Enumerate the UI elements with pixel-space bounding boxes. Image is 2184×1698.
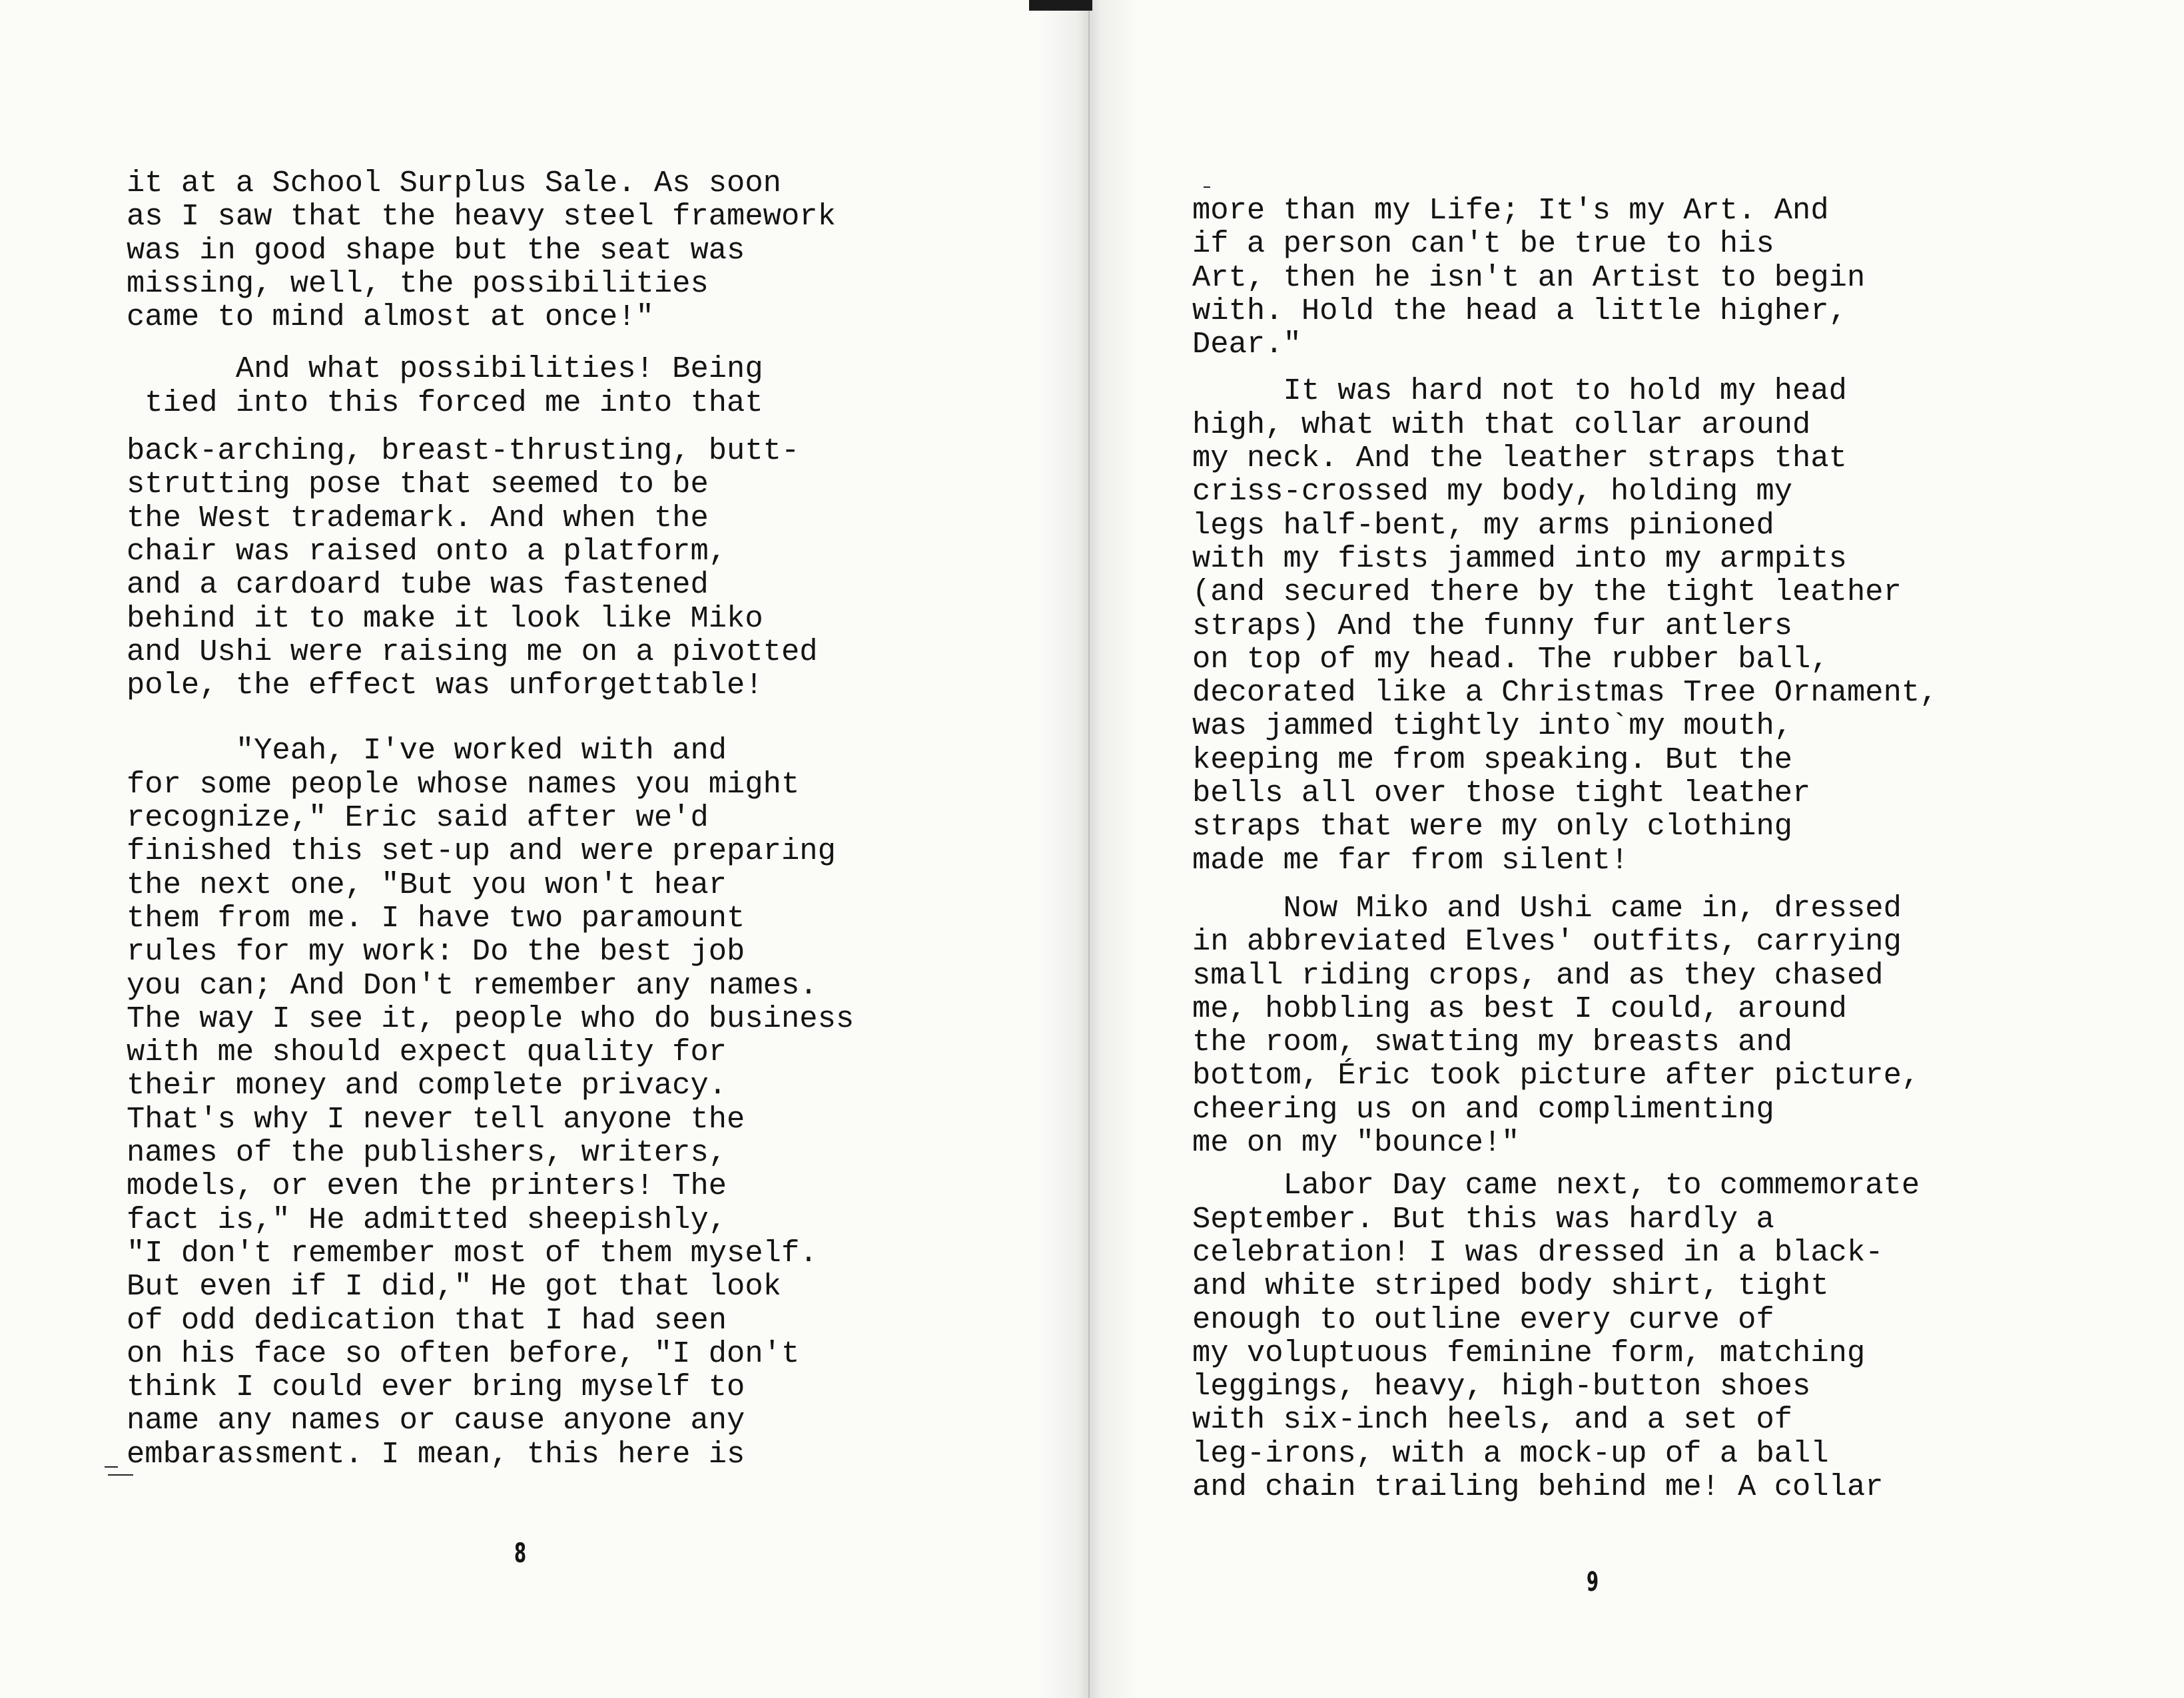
- text-line: pole, the effect was unforgettable!: [127, 668, 763, 703]
- text-line: with. Hold the head a little higher,: [1192, 293, 1847, 328]
- text-line: with my fists jammed into my armpits: [1192, 541, 1847, 576]
- text-line: Dear.": [1192, 327, 1301, 362]
- left-page: [0, 0, 1089, 1698]
- text-line: leggings, heavy, high-button shoes: [1192, 1369, 1811, 1404]
- text-line: celebration! I was dressed in a black-: [1192, 1235, 1884, 1270]
- text-line: was jammed tightly into`my mouth,: [1192, 708, 1793, 744]
- text-line: and a cardoard tube was fastened: [127, 567, 709, 603]
- text-line: The way I see it, people who do business: [127, 1001, 855, 1036]
- text-line: recognize," Eric said after we'd: [127, 800, 709, 836]
- text-line: if a person can't be true to his: [1192, 226, 1774, 262]
- text-line: with me should expect quality for: [127, 1035, 727, 1070]
- text-line: missing, well, the possibilities: [127, 266, 709, 301]
- text-line: leg-irons, with a mock-up of a ball: [1192, 1436, 1829, 1471]
- text-line: embarassment. I mean, this here is: [127, 1436, 745, 1472]
- text-line: and chain trailing behind me! A collar: [1192, 1469, 1884, 1504]
- page-number: 9: [1587, 1567, 1599, 1597]
- text-line: them from me. I have two paramount: [127, 900, 745, 936]
- text-line: straps that were my only clothing: [1192, 809, 1793, 844]
- text-line: strutting pose that seemed to be: [127, 467, 709, 502]
- text-line: fact is," He admitted sheepishly,: [127, 1202, 727, 1237]
- text-line: But even if I did," He got that look: [127, 1269, 781, 1304]
- text-line: the next one, "But you won't hear: [127, 867, 727, 902]
- text-line: Art, then he isn't an Artist to begin: [1192, 260, 1866, 295]
- right-page: [1089, 0, 2184, 1698]
- text-line: small riding crops, and as they chased: [1192, 958, 1884, 993]
- binding-edge: [1029, 0, 1092, 11]
- text-line: Now Miko and Ushi came in, dressed: [1192, 890, 1902, 926]
- text-line: was in good shape but the seat was: [127, 232, 745, 268]
- text-line: Labor Day came next, to commemorate: [1192, 1168, 1920, 1203]
- text-line: legs half-bent, my arms pinioned: [1192, 507, 1774, 543]
- text-line: you can; And Don't remember any names.: [127, 968, 818, 1003]
- text-line: me on my "bounce!": [1192, 1125, 1520, 1161]
- text-line: it at a School Surplus Sale. As soon: [127, 166, 781, 200]
- text-line: names of the publishers, writers,: [127, 1135, 727, 1171]
- text-line: And what possibilities! Being: [127, 352, 763, 387]
- text-line: on his face so often before, "I don't: [127, 1336, 800, 1371]
- text-line: the West trademark. And when the: [127, 500, 709, 535]
- text-line: tied into this forced me into that: [127, 385, 763, 420]
- text-line: came to mind almost at once!": [127, 300, 654, 335]
- text-line: "Yeah, I've worked with and: [127, 733, 727, 768]
- text-line: made me far from silent!: [1192, 842, 1629, 878]
- text-line: cheering us on and complimenting: [1192, 1091, 1774, 1127]
- text-line: straps) And the funny fur antlers: [1192, 608, 1793, 643]
- text-line: decorated like a Christmas Tree Ornament,: [1192, 675, 1938, 710]
- text-line: my neck. And the leather straps that: [1192, 441, 1847, 476]
- text-line: behind it to make it look like Miko: [127, 601, 763, 636]
- text-line: That's why I never tell anyone the: [127, 1101, 745, 1137]
- text-line: September. But this was hardly a: [1192, 1201, 1774, 1237]
- margin-mark: [1204, 186, 1210, 188]
- text-line: more than my Life; It's my Art. And: [1192, 193, 1829, 228]
- text-line: think I could ever bring myself to: [127, 1370, 745, 1405]
- text-line: keeping me from speaking. But the: [1192, 742, 1793, 777]
- text-line: in abbreviated Elves' outfits, carrying: [1192, 924, 1902, 960]
- text-line: back-arching, breast-thrusting, butt-: [127, 433, 800, 469]
- text-line: It was hard not to hold my head: [1192, 374, 1847, 409]
- text-line: my voluptuous feminine form, matching: [1192, 1335, 1866, 1370]
- text-line: the room, swatting my breasts and: [1192, 1025, 1793, 1060]
- text-line: and Ushi were raising me on a pivotted: [127, 634, 818, 669]
- margin-mark: [108, 1474, 133, 1476]
- text-line: chair was raised onto a platform,: [127, 533, 727, 569]
- text-line: "I don't remember most of them myself.: [127, 1235, 818, 1271]
- text-line: me, hobbling as best I could, around: [1192, 991, 1847, 1026]
- text-line: of odd dedication that I had seen: [127, 1302, 727, 1338]
- left-page-text: [127, 166, 854, 1471]
- gutter-fold: [1088, 0, 1090, 1698]
- text-line: bottom, Éric took picture after picture,: [1192, 1058, 1920, 1093]
- text-line: and white striped body shirt, tight: [1192, 1269, 1829, 1304]
- text-line: high, what with that collar around: [1192, 407, 1811, 442]
- text-line: enough to outline every curve of: [1192, 1302, 1774, 1337]
- text-line: criss-crossed my body, holding my: [1192, 474, 1793, 509]
- text-line: name any names or cause anyone any: [127, 1403, 745, 1438]
- text-line: (and secured there by the tight leather: [1192, 575, 1902, 610]
- text-line: on top of my head. The rubber ball,: [1192, 641, 1829, 677]
- text-line: bells all over those tight leather: [1192, 776, 1811, 811]
- text-line: as I saw that the heavy steel framework: [127, 199, 836, 234]
- right-page-text: [1192, 194, 1938, 1504]
- text-line: their money and complete privacy.: [127, 1068, 727, 1103]
- text-line: finished this set-up and were preparing: [127, 834, 836, 869]
- page-number: 8: [514, 1538, 527, 1569]
- text-line: for some people whose names you might: [127, 766, 800, 802]
- margin-mark: [105, 1466, 118, 1468]
- text-line: rules for my work: Do the best job: [127, 934, 745, 970]
- text-line: with six-inch heels, and a set of: [1192, 1402, 1793, 1438]
- text-line: models, or even the printers! The: [127, 1169, 727, 1204]
